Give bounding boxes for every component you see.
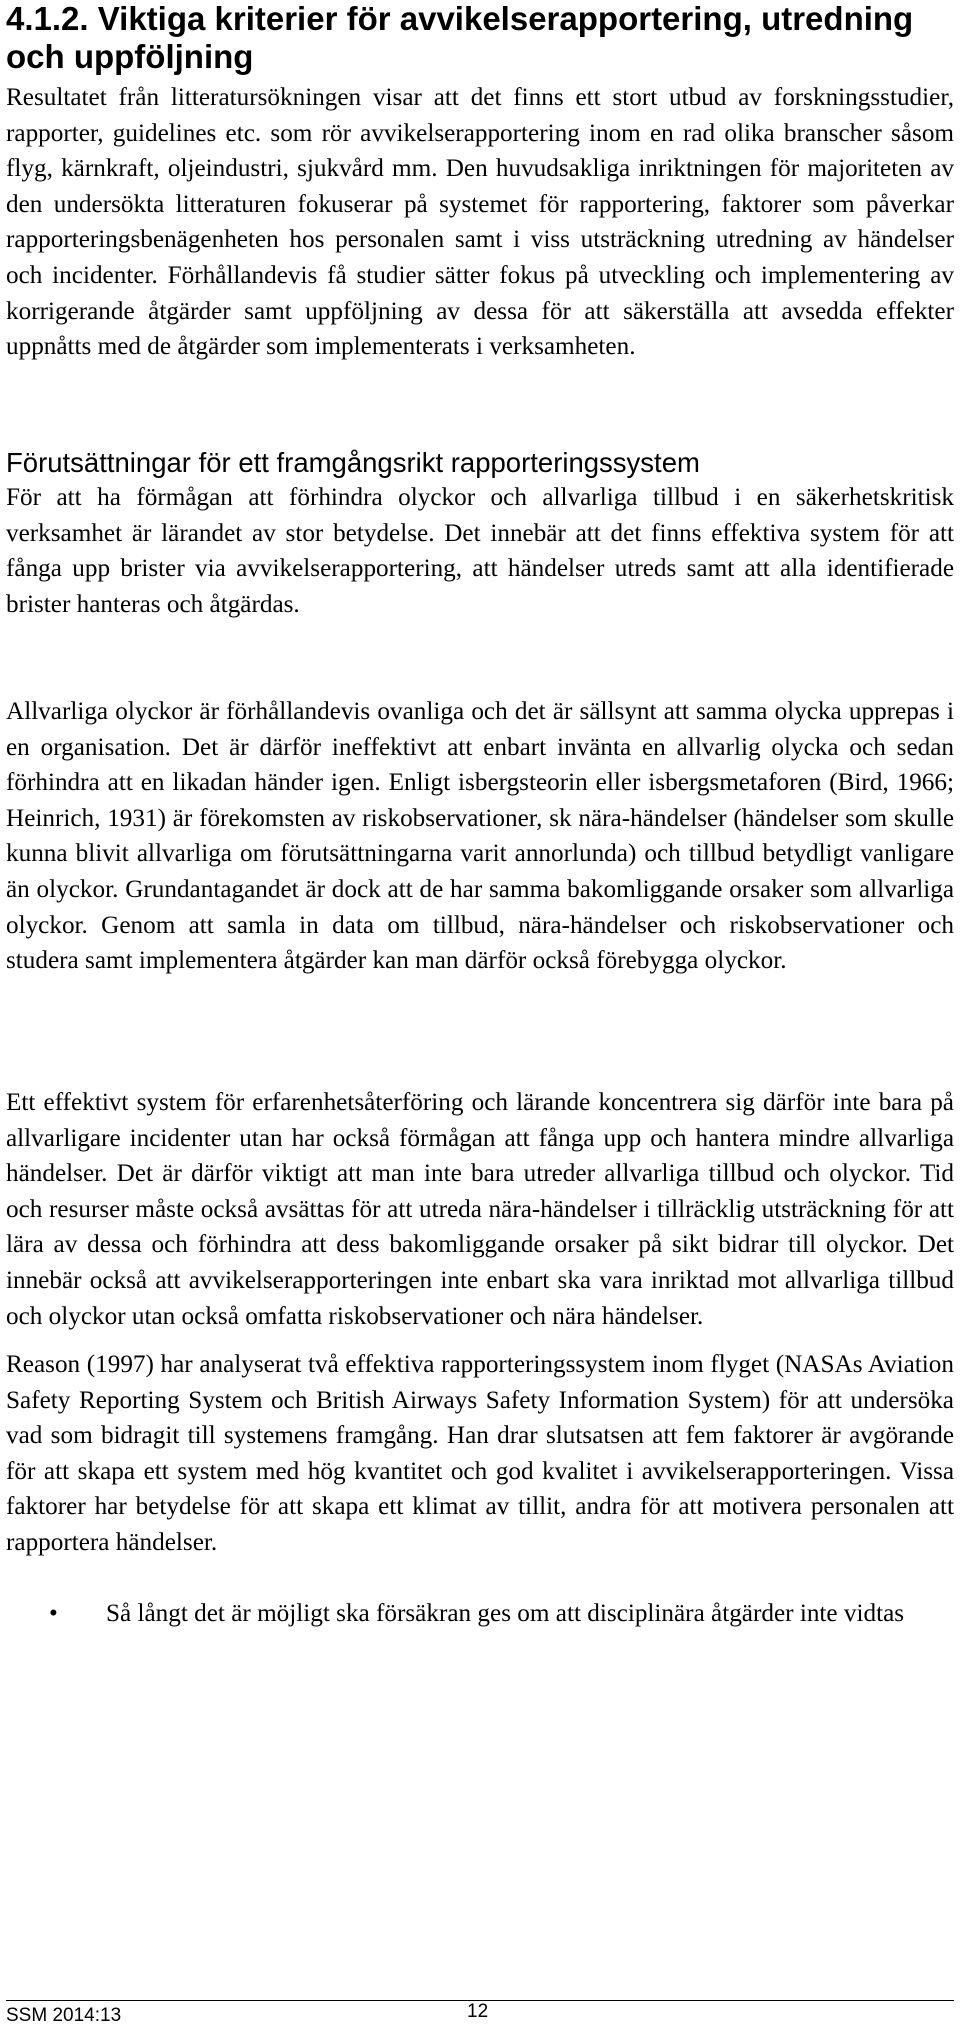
section-heading: 4.1.2. Viktiga kriterier för avvikelserapportering, utredning och uppföljning xyxy=(6,0,914,75)
paragraph-learning: För att ha förmågan att förhindra olyckor och allvarliga tillbud i en säkerhetskritisk verksamhet är lärandet av stor betydelse. Det innebär att det finns effektiva system för att fånga upp brister via avvikelserapportering, att händelser utreds samt att alla identifierade brister hanteras och åtgärdas. xyxy=(6,484,954,618)
bullet-item xyxy=(6,1596,954,1632)
intro-paragraph: Resultatet från litteratursökningen visar att det finns ett stort utbud av forskningsstudier, rapporter, guidelines etc. som rör avvikelserapportering inom en rad olika branscher såsom flyg, kärnkraft, oljeindustri, sjukvård mm. Den huvudsakliga inriktningen för majoriteten av den undersökta litteraturen fokuserar på systemet för rapportering, faktorer som påverkar rapporteringsbenägenheten hos personalen samt i viss utsträckning utredning av händelser och incidenter. Förhållandevis få studier sätter fokus på utveckling och implementering av korrigerande åtgärder samt uppföljning av dessa för att säkerställa att avsedda effekter uppnåtts med de åtgärder som implementerats i verksamheten. xyxy=(6,84,954,361)
paragraph-iceberg-theory: Allvarliga olyckor är förhållandevis ovanliga och det är sällsynt att samma olycka upprepas i en organisation. Det är därför ineffektivt att enbart invänta en allvarlig olycka och sedan förhindra att en likadan händer igen. Enligt isbergsteorin eller isbergsmetaforen (Bird, 1966; Heinrich, 1931) är förekomsten av riskobservationer, sk nära-händelser (händelser som skulle kunna blivit allvarliga om förutsättningarna varit annorlunda) och tillbud betydligt vanligare än olyckor. Grundantagandet är dock att de har samma bakomliggande orsaker som allvarliga olyckor. Genom att samla in data om tillbud, nära-händelser och riskobservationer och studera samt implementera åtgärder kan man därför också förebygga olyckor. xyxy=(6,698,954,975)
subsection-heading: Förutsättningar för ett framgångsrikt rapporteringssystem xyxy=(6,447,700,478)
paragraph-effective-system: Ett effektivt system för erfarenhetsåterföring och lärande koncentrera sig därför inte bara på allvarligare incidenter utan har också förmågan att fånga upp och hantera mindre allvarliga händelser. Det är därför viktigt att man inte bara utreder allvarliga tillbud och olyckor. Tid och resurser måste också avsättas för att utreda nära-händelser i tillräcklig utsträckning för att lära av dessa och förhindra att dess bakomliggande orsaker på sikt bidrar till olyckor. Det innebär också att avvikelserapporteringen inte enbart ska vara inriktad mot allvarliga tillbud och olyckor utan också omfatta riskobservationer och nära händelser. xyxy=(6,1089,954,1330)
bullet-text: Så långt det är möjligt ska försäkran ges om att disciplinära åtgärder inte vidtas xyxy=(106,1600,905,1627)
footer-page-number: 12 xyxy=(467,2001,489,2022)
footer-report-id: SSM 2014:13 xyxy=(6,2005,122,2026)
paragraph-reason-1997: Reason (1997) har analyserat två effektiva rapporteringssystem inom flyget (NASAs Aviation Safety Reporting System och British Airways Safety Information System) för att undersöka vad som bidragit till systemens framgång. Han drar slutsatsen att fem faktorer är avgörande för att skapa ett system med hög kvantitet och god kvalitet i avvikelserapporteringen. Vissa faktorer har betydelse för att skapa ett klimat av tillit, andra för att motivera personalen att rapportera händelser. xyxy=(6,1351,954,1556)
bullet-list xyxy=(6,1596,954,1632)
bullet-icon: • xyxy=(49,1600,58,1627)
